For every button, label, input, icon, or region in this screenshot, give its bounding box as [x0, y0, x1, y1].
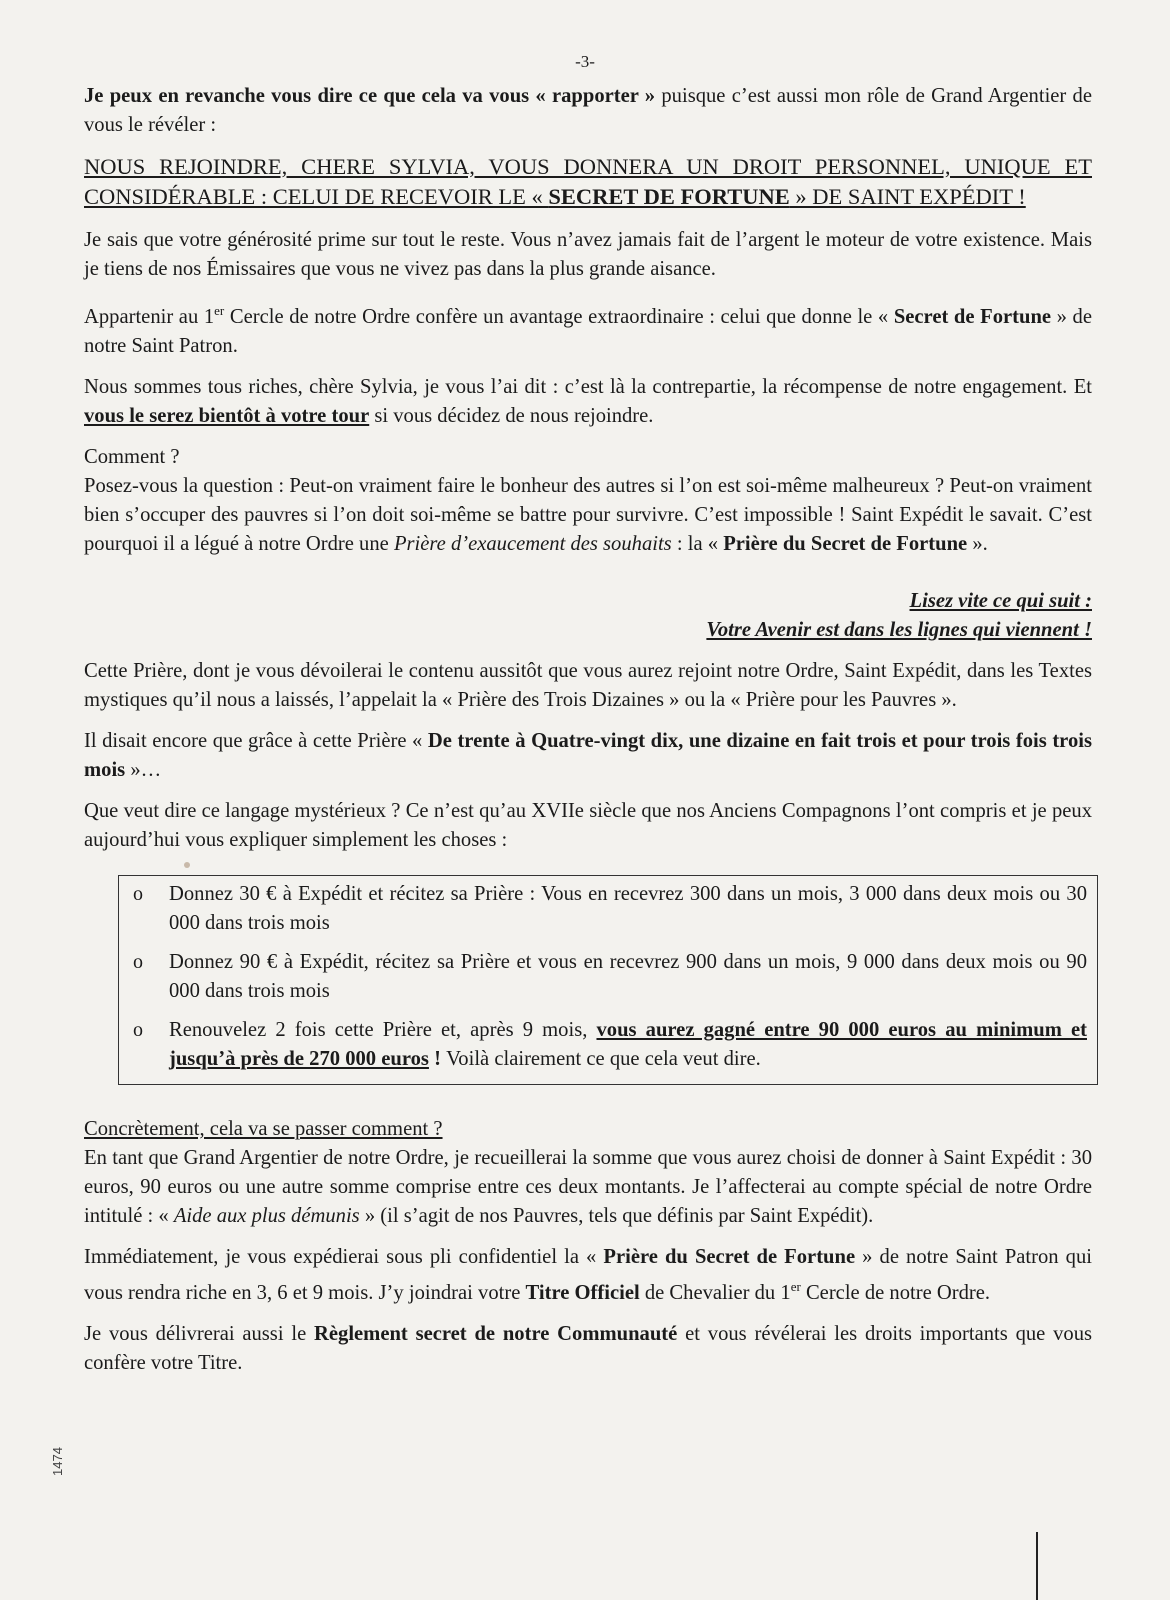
exp-a: Immédiatement, je vous expédierai sous pli confidentiel la «: [84, 1245, 604, 1268]
offer3-a: Renouvelez 2 fois cette Prière et, après 9 mois,: [169, 1018, 597, 1041]
cercle-sup: er: [214, 303, 225, 318]
exp-b: » de notre Saint Patron qui vous rendra riche en 3, 6 et 9 mois. J’y joindrai votre: [84, 1245, 1092, 1304]
headline-b: » DE SAINT EXPÉDIT !: [789, 184, 1026, 209]
callout-line-1: [84, 587, 1092, 616]
paragraph-question: [84, 472, 1092, 559]
offer-item: [129, 880, 1087, 938]
paragraph-argentier: [84, 1144, 1092, 1231]
intro-rest: puisque c’est aussi mon rôle de Grand Argentier de vous le révéler :: [84, 85, 1092, 136]
letter-body: [84, 82, 1092, 1390]
cercle-b: Cercle de notre Ordre confère un avantage extraordinaire : celui que donne le «: [224, 305, 894, 328]
callout-right: [84, 587, 1092, 645]
reg-a: Je vous délivrerai aussi le: [84, 1322, 315, 1345]
riches-a: Nous sommes tous riches, chère Sylvia, je vous l’ai dit : c’est là la contrepartie, la récompense de notre engagement. Et: [84, 375, 1092, 398]
paragraph-mysterieux: Que veut dire ce langage mystérieux ? Ce n’est qu’au XVIIe siècle que nos Anciens Compagnons l’ont compris et je peux aujourd’hui vous expliquer simplement les choses :: [84, 799, 1092, 851]
paragraph-expedierai: [84, 1243, 1092, 1308]
exp-bold1: Prière du Secret de Fortune: [603, 1245, 856, 1268]
offer-item: [129, 948, 1087, 1006]
headline-a: NOUS REJOINDRE, CHERE SYLVIA, VOUS DONNERA UN DROIT PERSONNEL, UNIQUE ET CONSIDÉRABLE : CELUI DE RECEVOIR LE «: [84, 154, 1092, 209]
paragraph-priere: Cette Prière, dont je vous dévoilerai le contenu aussitôt que vous aurez rejoint notre Ordre, Saint Expédit, dans les Textes mystiques qu’il nous a laissés, l’appelait la « Prière des Trois Dizaines » ou la « Prière pour les Pauvres ».: [84, 659, 1092, 711]
trente-bold: De trente à Quatre-vingt dix, une dizaine en fait trois et pour trois fois trois mois: [84, 729, 1092, 781]
offer-text-2: Donnez 90 € à Expédit, récitez sa Prière et vous en recevrez 900 dans un mois, 9 000 dans deux mois ou 90 000 dans trois mois: [169, 950, 1087, 1002]
callout-line-2: [84, 616, 1092, 645]
callout-text-1: Lisez vite ce qui suit :: [909, 589, 1092, 612]
offer-box: [118, 875, 1098, 1085]
question-italic: Prière d’exaucement des souhaits: [393, 532, 672, 555]
question-b: : la «: [671, 532, 724, 555]
trente-a: Il disait encore que grâce à cette Prière «: [84, 729, 428, 752]
offer-text-1: Donnez 30 € à Expédit et récitez sa Prière : Vous en recevrez 300 dans un mois, 3 000 dans deux mois ou 30 000 dans trois mois: [169, 882, 1087, 934]
paragraph-trente: [84, 727, 1092, 785]
offer-item: [129, 1016, 1087, 1074]
exp-bold2: Titre Officiel: [525, 1281, 640, 1304]
cercle-c: » de notre Saint Patron.: [84, 305, 1092, 357]
cercle-a: Appartenir au 1: [84, 305, 215, 328]
argentier-a: En tant que Grand Argentier de notre Ordre, je recueillerai la somme que vous aurez choisi de donner à Saint Expédit : 30 euros, 90 euros ou une autre somme comprise entre ces deux montants. Je l’affecterai au compte spécial de notre Ordre intitulé : «: [84, 1146, 1092, 1227]
paragraph-intro: [84, 82, 1092, 140]
question-bold: Prière du Secret de Fortune: [723, 532, 968, 555]
exp-sup: er: [790, 1278, 801, 1294]
intro-bold: Je peux en revanche vous dire ce que cela va vous « rapporter »: [84, 85, 656, 107]
question-a: Posez-vous la question : Peut-on vraiment faire le bonheur des autres si l’on est soi-même malheureux ? Peut-on vraiment bien s’occuper des pauvres si l’on doit soi-même se battre pour survivre. C’est impossible ! Saint Expédit le savait. C’est pourquoi il a légué à notre Ordre une: [84, 474, 1092, 555]
bullet-icon: o: [133, 882, 143, 905]
offer-text-3: [169, 1016, 1087, 1074]
page-number: -3-: [575, 52, 595, 71]
offer3-bold: vous aurez gagné entre 90 000 euros au minimum et jusqu’à près de 270 000 euros: [169, 1018, 1087, 1070]
reg-b: et vous révélerai les droits importants que vous confère votre Titre.: [84, 1322, 1093, 1374]
offer3-c: Voilà clairement ce que cela veut dire.: [446, 1047, 761, 1070]
reg-bold: Règlement secret de notre Communauté: [314, 1322, 678, 1345]
paragraph-riches: [84, 373, 1092, 431]
question-c: ».: [967, 532, 988, 555]
bullet-icon: o: [133, 950, 143, 973]
fold-mark: [1036, 1532, 1038, 1600]
paragraph-concretement-title: Concrètement, cela va se passer comment ?: [84, 1117, 443, 1140]
trente-b: »…: [125, 758, 162, 781]
riches-b: si vous décidez de nous rejoindre.: [369, 404, 654, 427]
paper-smudge: [184, 862, 190, 868]
riches-bold: vous le serez bientôt à votre tour: [84, 404, 370, 427]
exp-d: Cercle de notre Ordre.: [800, 1281, 991, 1304]
paragraph-headline: [84, 152, 1092, 212]
paragraph-reglement: [84, 1320, 1092, 1378]
exp-c: de Chevalier du 1: [639, 1281, 791, 1304]
argentier-b: » (il s’agit de nos Pauvres, tels que définis par Saint Expédit).: [359, 1204, 874, 1227]
argentier-italic: Aide aux plus démunis: [173, 1204, 360, 1227]
headline-bold: SECRET DE FORTUNE: [548, 184, 790, 209]
paragraph-generosity: Je sais que votre générosité prime sur tout le reste. Vous n’avez jamais fait de l’argent le moteur de votre existence. Mais je tiens de nos Émissaires que vous ne vivez pas dans la plus grande aisance.: [84, 229, 1092, 280]
cercle-bold: Secret de Fortune: [893, 305, 1052, 328]
callout-text-2: Votre Avenir est dans les lignes qui viennent !: [706, 618, 1092, 641]
paragraph-cercle: [84, 296, 1092, 361]
paragraph-comment-title: Comment ?: [84, 445, 180, 468]
side-reference-number: 1474: [50, 1447, 65, 1476]
bullet-icon: o: [133, 1018, 143, 1041]
offer3-b: !: [428, 1047, 447, 1070]
